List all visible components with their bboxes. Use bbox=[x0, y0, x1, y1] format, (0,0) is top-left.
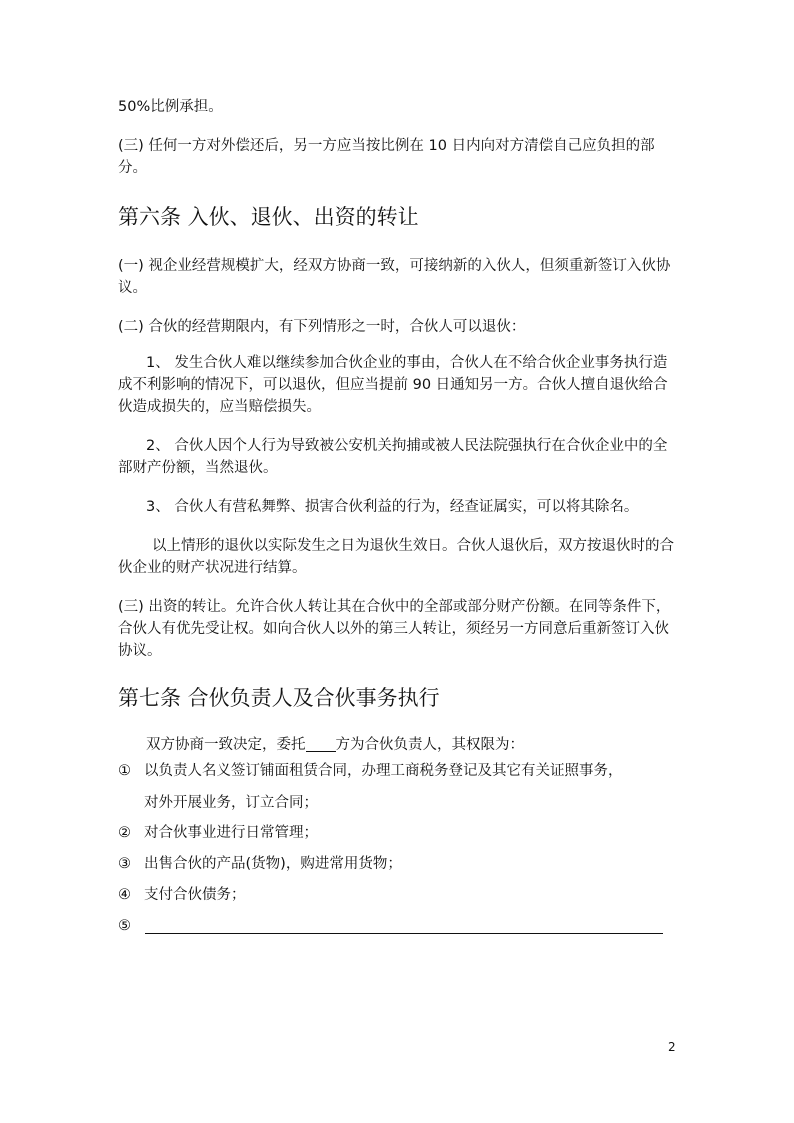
list-text: 以负责人名义签订铺面租赁合同，办理工商税务登记及其它有关证照事务， bbox=[144, 763, 623, 779]
paragraph-item-3: 3、 合伙人有营私舞弊、损害合伙利益的行为，经查证属实，可以将其除名。 bbox=[146, 499, 639, 515]
section-heading-article-7: 第七条 合伙负责人及合伙事务执行 bbox=[118, 686, 440, 710]
list-marker: ⑤ bbox=[118, 918, 131, 934]
list-item-4 bbox=[118, 884, 678, 906]
list-marker: ③ bbox=[118, 856, 131, 872]
list-item-1-continued bbox=[118, 792, 678, 814]
delegation-text-before: 双方协商一致决定，委托 bbox=[146, 737, 306, 753]
delegation-blank[interactable] bbox=[306, 735, 336, 752]
list-marker: ② bbox=[118, 825, 131, 841]
paragraph-item-2: 2、 合伙人因个人行为导致被公安机关拘捕或被人民法院强执行在合伙企业中的全部财产份额，当然退伙。 bbox=[118, 438, 668, 476]
paragraph-clause-3: (三) 任何一方对外偿还后，另一方应当按比例在 10 日内向对方清偿自己应负担的部分。 bbox=[118, 138, 655, 176]
list-text: 出售合伙的产品(货物)，购进常用货物； bbox=[144, 856, 402, 872]
list-item-3 bbox=[118, 853, 678, 875]
paragraph-clause-2: (二) 合伙的经营期限内，有下列情形之一时，合伙人可以退伙： bbox=[118, 319, 526, 335]
list-marker: ④ bbox=[118, 887, 131, 903]
list-item-1 bbox=[118, 760, 678, 782]
paragraph-transfer: (三) 出资的转让。允许合伙人转让其在合伙中的全部或部分财产份额。在同等条件下，合伙人有优先受让权。如向合伙人以外的第三人转让，须经另一方同意后重新签订入伙协议。 bbox=[118, 599, 671, 659]
list-item-2 bbox=[118, 822, 678, 844]
delegation-text-after: 方为合伙负责人，其权限为： bbox=[335, 737, 524, 753]
page-number: 2 bbox=[668, 1040, 676, 1054]
paragraph-continuation: 50%比例承担。 bbox=[118, 99, 223, 115]
list-text: 支付合伙债务； bbox=[144, 887, 246, 903]
section-heading-article-6: 第六条 入伙、退伙、出资的转让 bbox=[118, 205, 419, 229]
paragraph-clause-1: (一) 视企业经营规模扩大，经双方协商一致，可接纳新的入伙人，但须重新签订入伙协议。 bbox=[118, 258, 671, 296]
list-text: 对外开展业务，订立合同； bbox=[144, 795, 318, 811]
paragraph-delegation bbox=[118, 734, 678, 756]
list-marker: ① bbox=[118, 763, 131, 779]
fill-in-blank-line[interactable] bbox=[145, 933, 663, 934]
paragraph-item-1: 1、 发生合伙人难以继续参加合伙企业的事由，合伙人在不给合伙企业事务执行造成不利影响的情况下，可以退伙，但应当提前 90 日通知另一方。合伙人擅自退伙给合伙造成损失的，应当赔偿损失。 bbox=[118, 355, 668, 415]
list-text: 对合伙事业进行日常管理； bbox=[144, 825, 318, 841]
paragraph-withdrawal-note: 以上情形的退伙以实际发生之日为退伙生效日。合伙人退伙后，双方按退伙时的合伙企业的财产状况进行结算。 bbox=[118, 538, 674, 576]
